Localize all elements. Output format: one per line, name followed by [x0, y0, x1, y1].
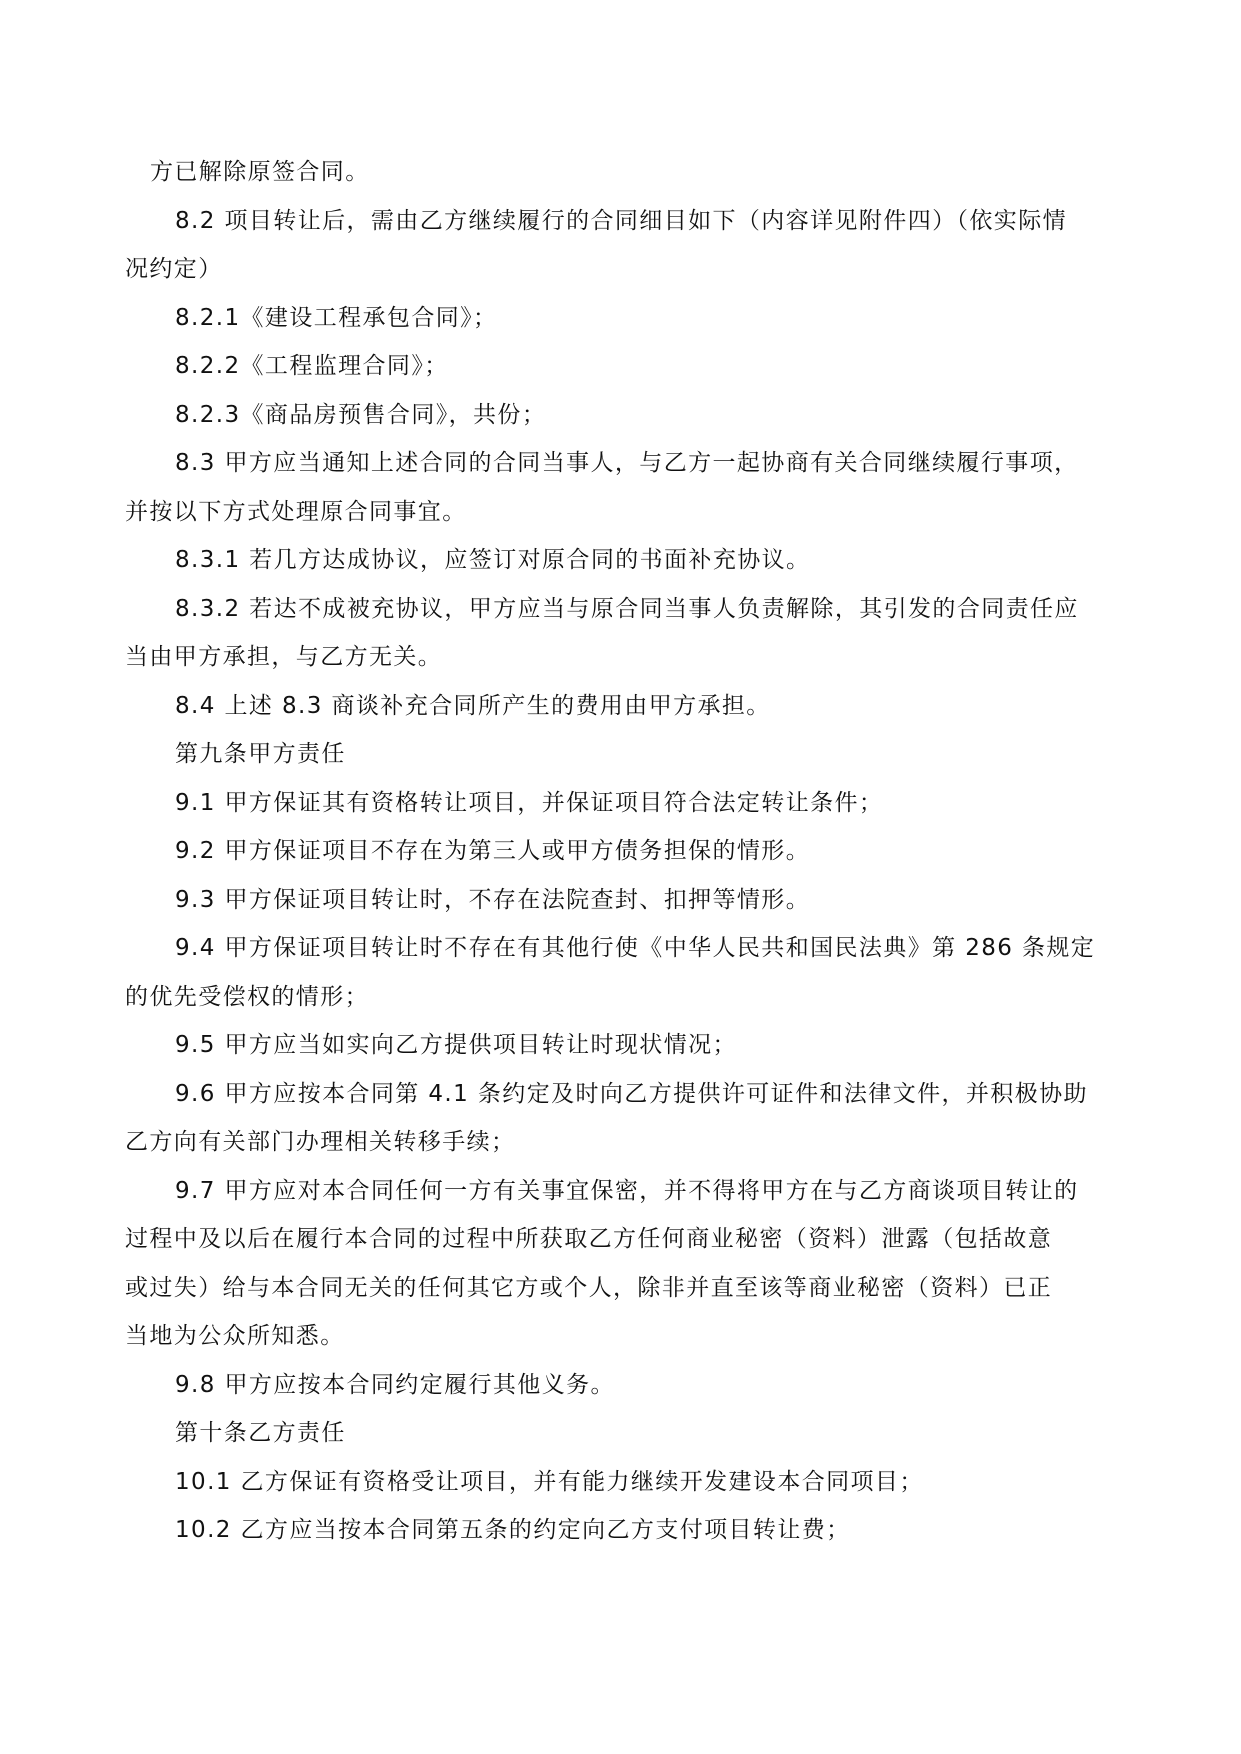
- paragraph-line: 9.5 甲方应当如实向乙方提供项目转让时现状情况；: [175, 1032, 737, 1058]
- paragraph-p13: [125, 924, 1096, 1021]
- paragraph-p12: [150, 876, 1082, 925]
- paragraph-line: 或过失）给与本合同无关的任何其它方或个人，除非并直至该等商业秘密（资料）已正: [125, 1274, 1053, 1301]
- paragraph-line: 9.2 甲方保证项目不存在为第三人或甲方债务担保的情形。: [175, 838, 811, 864]
- paragraph-line: 10.1 乙方保证有资格受让项目，并有能力继续开发建设本合同项目；: [175, 1468, 924, 1495]
- paragraph-line: 9.4 甲方保证项目转让时不存在有其他行使《中华人民共和国民法典》第 286 条规定: [175, 935, 1096, 961]
- paragraph-p3: [150, 342, 1082, 391]
- paragraph-line: 8.2 项目转让后，需由乙方继续履行的合同细目如下（内容详见附件四）（依实际情: [175, 207, 1067, 234]
- paragraph-p10: [150, 779, 1082, 828]
- document-body: [125, 148, 1096, 1555]
- paragraph-line: 9.8 甲方应按本合同约定履行其他义务。: [175, 1371, 615, 1398]
- paragraph-p6: [150, 536, 1082, 585]
- paragraph-p18: [150, 1409, 1082, 1458]
- paragraph-p15: [125, 1070, 1088, 1167]
- paragraph-p8: [150, 682, 1082, 731]
- paragraph-line: 8.3.1 若几方达成协议，应签订对原合同的书面补充协议。: [175, 547, 811, 573]
- paragraph-p0: [150, 148, 1082, 197]
- paragraph-line: 第九条甲方责任: [175, 741, 346, 767]
- paragraph-line: 8.4 上述 8.3 商谈补充合同所产生的费用由甲方承担。: [175, 692, 771, 719]
- paragraph-p7: [125, 585, 1082, 682]
- paragraph-p4: [150, 391, 1082, 440]
- paragraph-line: 的优先受偿权的情形；: [125, 983, 369, 1010]
- paragraph-line: 9.3 甲方保证项目转让时，不存在法院查封、扣押等情形。: [175, 886, 811, 913]
- paragraph-line: 方已解除原签合同。: [150, 159, 370, 185]
- paragraph-line: 8.2.1《建设工程承包合同》；: [175, 304, 498, 331]
- paragraph-line: 9.7 甲方应对本合同任何一方有关事宜保密，并不得将甲方在与乙方商谈项目转让的: [175, 1177, 1079, 1204]
- paragraph-p2: [150, 294, 1082, 343]
- paragraph-line: 过程中及以后在履行本合同的过程中所获取乙方任何商业秘密（资料）泄露（包括故意: [125, 1226, 1053, 1252]
- paragraph-line: 9.6 甲方应按本合同第 4.1 条约定及时向乙方提供许可证件和法律文件，并积极协助: [175, 1080, 1088, 1107]
- paragraph-p11: [150, 827, 1082, 876]
- paragraph-line: 8.2.3《商品房预售合同》，共份；: [175, 401, 547, 428]
- paragraph-p5: [125, 439, 1082, 536]
- paragraph-line: 当地为公众所知悉。: [125, 1323, 345, 1349]
- paragraph-line: 8.2.2《工程监理合同》；: [175, 353, 449, 379]
- paragraph-line: 第十条乙方责任: [175, 1420, 346, 1446]
- paragraph-line: 8.3 甲方应当通知上述合同的合同当事人，与乙方一起协商有关合同继续履行事项，: [175, 450, 1079, 476]
- paragraph-p17: [150, 1361, 1082, 1410]
- paragraph-line: 8.3.2 若达不成被充协议，甲方应当与原合同当事人负责解除，其引发的合同责任应: [175, 595, 1079, 622]
- paragraph-line: 并按以下方式处理原合同事宜。: [125, 498, 467, 525]
- paragraph-line: 10.2 乙方应当按本合同第五条的约定向乙方支付项目转让费；: [175, 1517, 851, 1543]
- paragraph-line: 况约定）: [125, 256, 223, 282]
- paragraph-line: 当由甲方承担，与乙方无关。: [125, 644, 443, 670]
- paragraph-p1: [125, 197, 1082, 294]
- paragraph-p14: [150, 1021, 1082, 1070]
- paragraph-p9: [150, 730, 1082, 779]
- paragraph-line: 9.1 甲方保证其有资格转让项目，并保证项目符合法定转让条件；: [175, 789, 884, 816]
- paragraph-p20: [150, 1506, 1082, 1555]
- paragraph-p19: [150, 1458, 1082, 1507]
- paragraph-line: 乙方向有关部门办理相关转移手续；: [125, 1129, 516, 1155]
- paragraph-p16: [125, 1167, 1082, 1361]
